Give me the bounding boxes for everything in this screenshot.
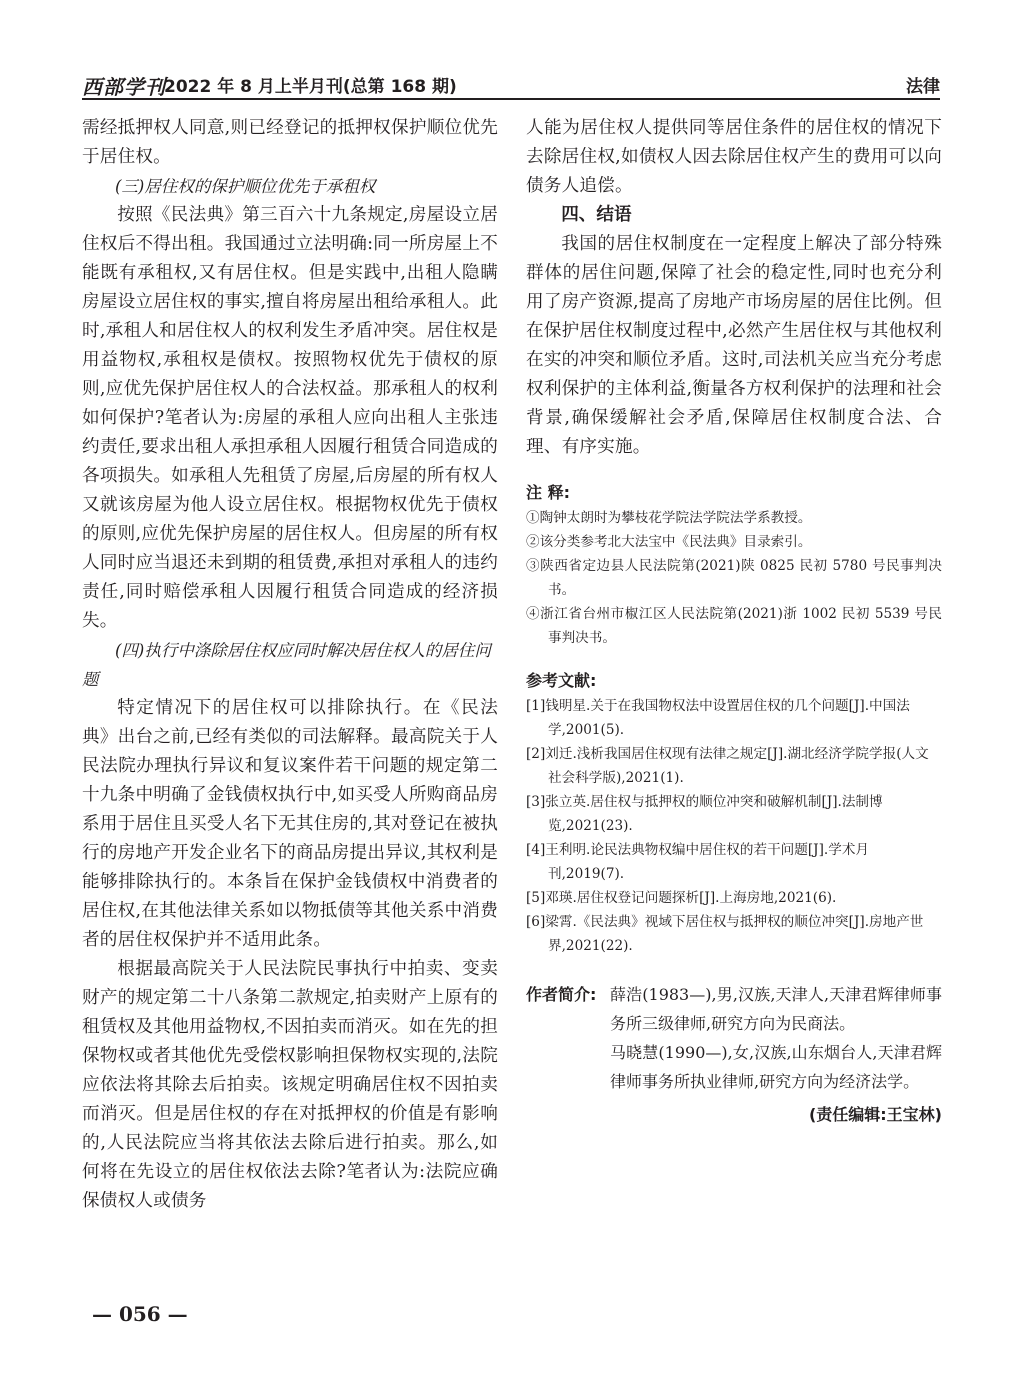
left-column [82, 114, 498, 1216]
author-1: 薛浩(1983—),男,汉族,天津人,天津君辉律师事务所三级律师,研究方向为民商法。 [610, 985, 942, 1033]
paragraph: 需经抵押权人同意,则已经登记的抵押权保护顺位优先于居住权。 [82, 118, 498, 167]
reference-item: [5]邓瑛.居住权登记问题探析[J].上海房地,2021(6). [526, 890, 837, 906]
paragraph: 按照《民法典》第三百六十九条规定,房屋设立居住权后不得出租。我国通过立法明确:同一所房屋上不能既有承租权,又有居住权。但是实践中,出租人隐瞒房屋设立居住权的事实,擅自将房屋出租给承租人。此时,承租人和居住权人的权利发生矛盾冲突。居住权是用益物权,承租权是债权。按照物权优先于债权的原则,应优先保护居住权人的合法权益。那承租人的权利如何保护?笔者认为:房屋的承租人应向出租人主张违约责任,要求出租人承担承租人因履行租赁合同造成的各项损失。如承租人先租赁了房屋,后房屋的所有权人又就该房屋为他人设立居住权。根据物权优先于债权的原则,应优先保护房屋的居住权人。但房屋的所有权人同时应当退还未到期的租赁费,承担对承租人的违约责任,同时赔偿承租人因履行租赁合同造成的经济损失。 [82, 205, 498, 631]
issue-info: 2022 年 8 月上半月刊(总第 168 期) [164, 77, 457, 97]
note-item: ①陶钟太朗时为攀枝花学院法学院法学系教授。 [526, 510, 812, 526]
note-item: ②该分类参考北大法宝中《民法典》目录索引。 [526, 534, 812, 550]
subsection-heading: (三)居住权的保护顺位优先于承租权 [115, 177, 376, 196]
responsible-editor: (责任编辑:王宝林) [808, 1105, 942, 1124]
references-title: 参考文献: [526, 671, 597, 690]
paragraph: 根据最高院关于人民法院民事执行中拍卖、变卖财产的规定第二十八条第二款规定,拍卖财产上原有的租赁权及其他用益物权,不因拍卖而消灭。如在先的担保物权或者其他优先受偿权影响担保物权实现的,法院应依法将其除去后拍卖。该规定明确居住权不因拍卖而消灭。但是居住权的存在对抵押权的价值是有影响的,人民法院应当将其依法去除后进行拍卖。那么,如何将在先设立的居住权依法去除?笔者认为:法院应确保债权人或债务 [82, 959, 498, 1211]
author-label: 作者简介: [526, 985, 597, 1004]
notes-list [526, 506, 942, 650]
reference-item: [1]钱明星.关于在我国物权法中设置居住权的几个问题[J].中国法学,2001(5). [526, 698, 910, 738]
journal-logo: 西部学刊 [82, 75, 166, 99]
author-2: 马晓慧(1990—),女,汉族,山东烟台人,天津君辉律师事务所执业律师,研究方向为经济法学。 [610, 1043, 942, 1091]
section-heading: 四、结语 [561, 205, 632, 225]
paragraph: 我国的居住权制度在一定程度上解决了部分特殊群体的居住问题,保障了社会的稳定性,同时也充分利用了房产资源,提高了房地产市场房屋的居住比例。但在保护居住权制度过程中,必然产生居住权与其他权利在实的冲突和顺位矛盾。这时,司法机关应当充分考虑权利保护的主体利益,衡量各方权利保护的法理和社会背景,确保缓解社会矛盾,保障居住权制度合法、合理、有序实施。 [526, 234, 942, 457]
reference-item: [2]刘迁.浅析我国居住权现有法律之规定[J].湖北经济学院学报(人文社会科学版),2021(1). [526, 746, 929, 786]
paragraph: 人能为居住权人提供同等居住条件的居住权的情况下去除居住权,如债权人因去除居住权产生的费用可以向债务人追偿。 [526, 118, 942, 196]
note-item: ③陕西省定边县人民法院第(2021)陕 0825 民初 5780 号民事判决书。 [526, 558, 942, 598]
author-bio [526, 980, 942, 1096]
section-label: 法律 [906, 77, 940, 97]
subsection-heading: (四)执行中涤除居住权应同时解决居住权人的居住问题 [82, 641, 491, 689]
page-number: — 056 — [92, 1302, 188, 1326]
reference-item: [4]王利明.论民法典物权编中居住权的若干问题[J].学术月刊,2019(7). [526, 842, 870, 882]
reference-item: [6]梁霄.《民法典》视域下居住权与抵押权的顺位冲突[J].房地产世界,2021(22). [526, 914, 924, 954]
reference-item: [3]张立英.居住权与抵押权的顺位冲突和破解机制[J].法制博览,2021(23). [526, 794, 883, 834]
notes-title: 注 释: [526, 483, 570, 502]
page-header [82, 66, 940, 100]
note-item: ④浙江省台州市椒江区人民法院第(2021)浙 1002 民初 5539 号民事判决书。 [526, 606, 942, 646]
references-list [526, 694, 942, 958]
right-column [526, 114, 942, 1125]
paragraph: 特定情况下的居住权可以排除执行。在《民法典》出台之前,已经有类似的司法解释。最高院关于人民法院办理执行异议和复议案件若干问题的规定第二十九条中明确了金钱债权执行中,如买受人所购商品房系用于居住且买受人名下无其住房的,其对登记在被执行的房地产开发企业名下的商品房提出异议,其权利是能够排除执行的。本条旨在保护金钱债权中消费者的居住权,在其他法律关系如以物抵债等其他关系中消费者的居住权保护并不适用此条。 [82, 698, 498, 950]
author-text [610, 980, 942, 1096]
